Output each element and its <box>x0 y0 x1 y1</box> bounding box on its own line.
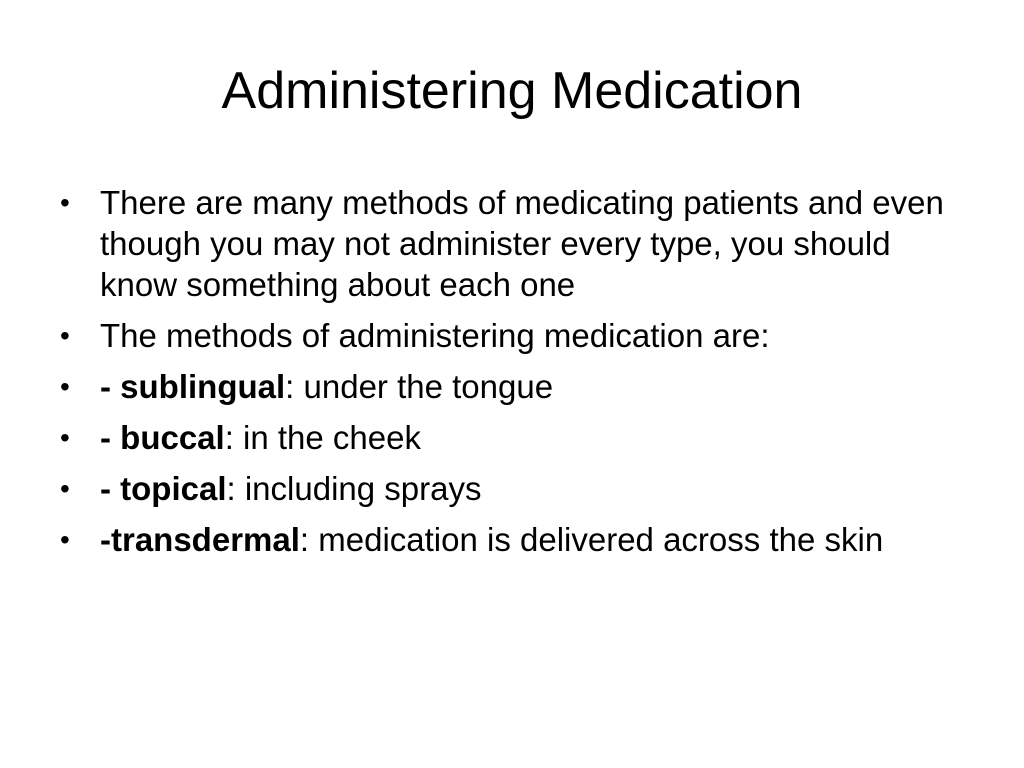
bullet-item-sublingual <box>54 366 954 407</box>
bullet-item-intro <box>54 182 954 305</box>
bullet-icon: • <box>60 371 70 402</box>
bullet-icon: • <box>60 320 70 351</box>
bullet-item-topical <box>54 468 954 509</box>
bullet-definition: : under the tongue <box>285 368 554 405</box>
bullet-icon: • <box>60 422 70 453</box>
bullet-text: There are many methods of medicating patients and even though you may not administer every type, you should know something about each one <box>100 184 944 303</box>
bullet-list <box>54 182 954 570</box>
bullet-text: The methods of administering medication are: <box>100 317 770 354</box>
bullet-term: - buccal <box>100 419 225 456</box>
bullet-definition: : in the cheek <box>224 419 421 456</box>
bullet-item-buccal <box>54 417 954 458</box>
bullet-definition: : including sprays <box>226 470 482 507</box>
bullet-item-methods <box>54 315 954 356</box>
bullet-item-transdermal <box>54 519 954 560</box>
bullet-icon: • <box>60 187 70 218</box>
slide-title: Administering Medication <box>221 62 803 120</box>
bullet-term: - topical <box>100 470 227 507</box>
bullet-icon: • <box>60 473 70 504</box>
bullet-definition: : medication is delivered across the skin <box>299 521 884 558</box>
bullet-icon: • <box>60 524 70 555</box>
bullet-term: - sublingual <box>100 368 286 405</box>
bullet-term: -transdermal <box>100 521 300 558</box>
